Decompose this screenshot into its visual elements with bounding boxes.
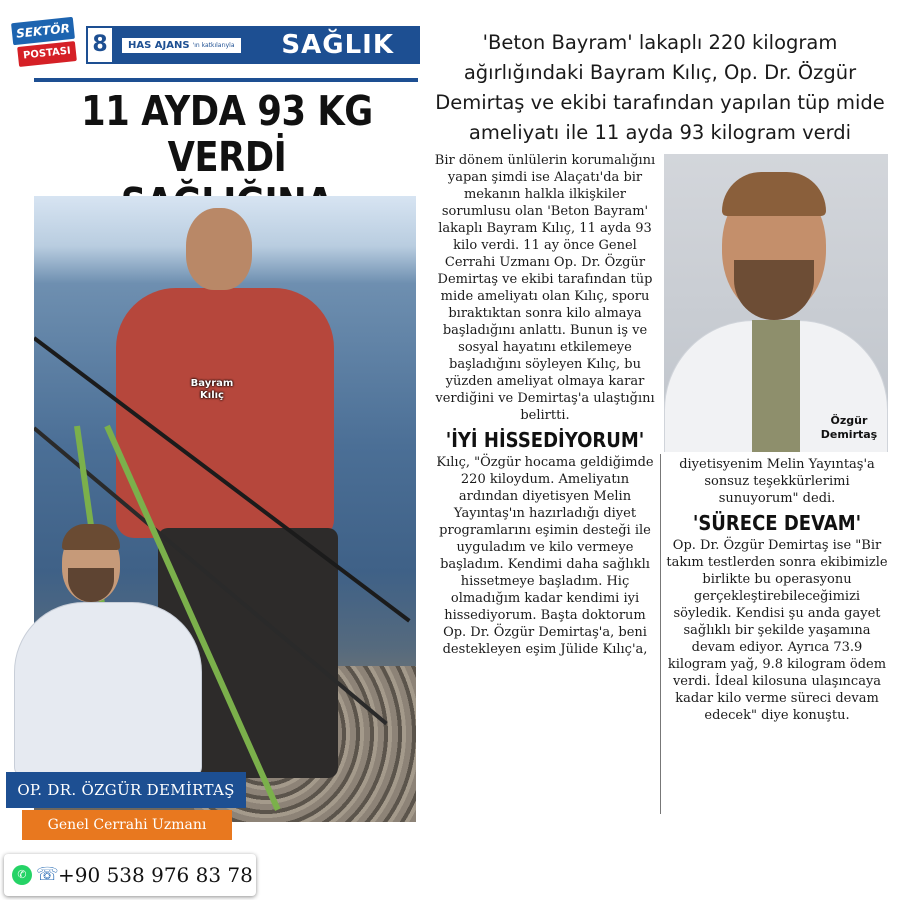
article-deck: 'Beton Bayram' lakaplı 220 kilogram ağırlığındaki Bayram Kılıç, Op. Dr. Özgür Demirtaş ve ekibi tarafından yapılan tüp mide ameliyatı ile 11 ayda 93 kilogram verdi [435, 31, 885, 144]
doctor-photo [664, 154, 888, 452]
column-divider [660, 454, 661, 814]
subhead-surece-devam: 'SÜRECE DEVAM' [692, 511, 862, 535]
doctor-beard [734, 260, 814, 320]
doctor-photo-caption [814, 414, 884, 442]
doctor-inset-body [14, 602, 202, 777]
doctor-shirt [752, 320, 800, 452]
article-column-1 [432, 152, 658, 658]
photo-caption-bayram [182, 378, 242, 402]
newspaper-logo [12, 20, 78, 70]
doctor-inset-hair [62, 524, 120, 550]
logo-line-1: SEKTÖR [11, 17, 75, 45]
headline-line-1: 11 AYDA 93 KG VERDİ [81, 87, 373, 181]
subhead-iyi-hissediyorum: 'İYİ HİSSEDİYORUM' [445, 428, 645, 452]
page-number: 8 [86, 26, 114, 64]
doctor-inset-photo [14, 520, 204, 780]
figure-head [186, 208, 252, 290]
whatsapp-icon: ✆ [12, 865, 32, 885]
article-paragraph-2: Kılıç, "Özgür hocama geldiğimde 220 kiloydum. Ameliyatın ardından diyetisyen Melin Yayıntaş'ın hazırladığı diyet programlarını eşimin desteği ile uyguladım ve kilo vermeye başladım. Kendimi daha sağlıklı hissetmeye başladım. Hiç olmadığım kadar kendimi iyi hissediyorum. Başta doktorum Op. Dr. Özgür Demirtaş'a, beni destekleyen eşim Jülide Kılıç'a, [436, 455, 654, 657]
agency-badge [122, 38, 241, 53]
contact-box[interactable] [4, 854, 256, 896]
agency-name: HAS AJANS [128, 39, 190, 51]
doctor-title-banner: Genel Cerrahi Uzmanı [22, 810, 232, 840]
agency-suffix: 'ın katkılarıyla [192, 41, 235, 49]
section-bar [86, 26, 420, 64]
doctor-caption-line-1: Özgür [830, 414, 868, 427]
figure-torso [116, 288, 334, 538]
header-rule [34, 78, 418, 82]
doctor-name-banner: OP. DR. ÖZGÜR DEMİRTAŞ [6, 772, 246, 808]
doctor-caption-line-2: Demirtaş [820, 428, 878, 441]
caption-line-2: Kılıç [200, 390, 224, 401]
article-paragraph-3: Op. Dr. Özgür Demirtaş ise "Bir takım testlerden sonra ekibimizle birlikte bu operasyonu gerçekleştirebileceğimizi söyledik. Kendisi şu anda gayet sağlıklı bir şekilde yaşamına devam ediyor. Ayrıca 73.9 kilogram yağ, 9.8 kilogram ödem verdi. İdeal kilosuna ulaşıncaya kadar kilo verme süreci devam edecek" diye konuştu. [666, 538, 888, 723]
phone-icon: ☏ [36, 864, 59, 885]
doctor-hair [722, 172, 826, 216]
article-paragraph-2-continued: diyetisyenim Melin Yayıntaş'a sonsuz teşekkürlerimi sunuyorum" dedi. [679, 457, 875, 506]
article-column-2 [666, 456, 888, 724]
article-intro: Bir dönem ünlülerin korumalığını yapan şimdi ise Alaçatı'da bir mekanın halkla ilkişkiler sorumlusu olan 'Beton Bayram' lakaplı Bayram Kılıç, 11 ayda 93 kilo verdi. 11 ay önce Genel Cerrahi Uzmanı Op. Dr. Özgür Demirtaş ve ekibi tarafından tüp mide ameliyatı olan Kılıç, sporu bıraktıktan sonra kilo almaya başladığını anlattı. Bunun iş ve sosyal hayatını etkilemeye başladığını söyleyen Kılıç, bu yüzden ameliyat olmaya karar verdiğini ve Demirtaş'a ulaştığını belirtti. [434, 153, 656, 423]
logo-line-2: POSTASI [17, 41, 77, 67]
phone-number[interactable]: +90 538 976 83 78 [58, 863, 253, 887]
caption-line-1: Bayram [190, 378, 234, 389]
section-title: SAĞLIK [281, 30, 394, 60]
